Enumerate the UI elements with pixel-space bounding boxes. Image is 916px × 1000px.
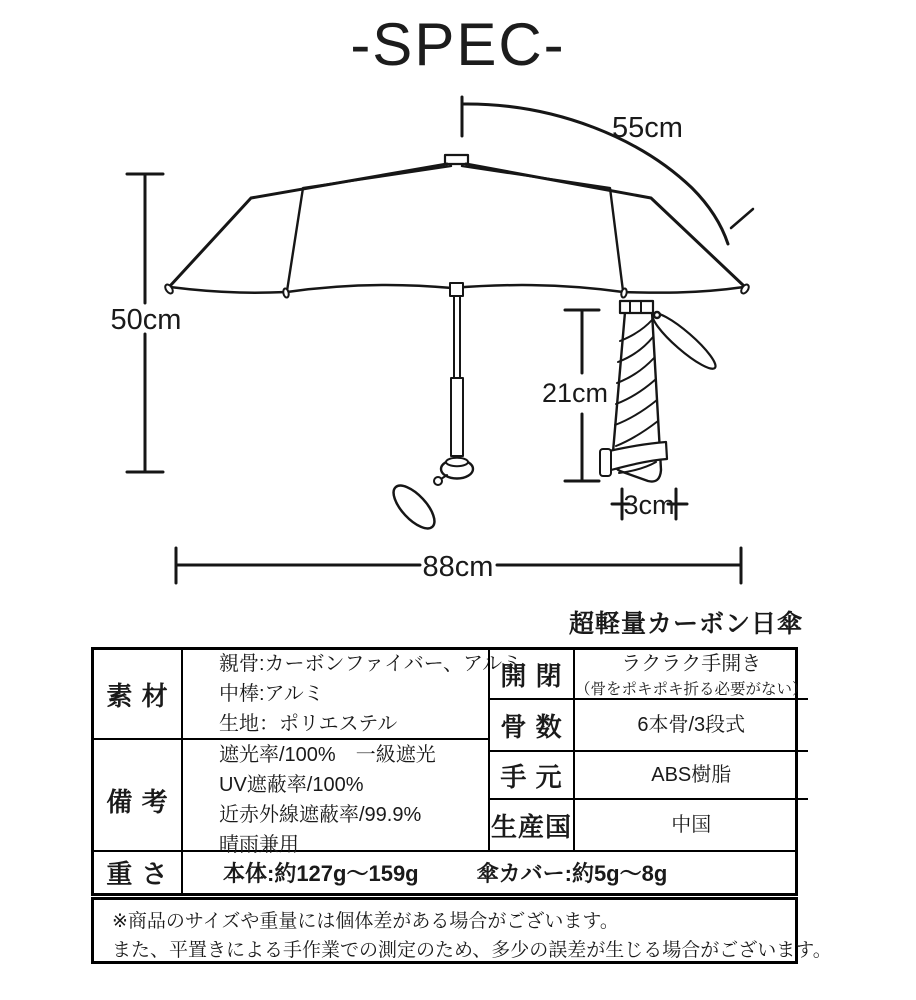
remarks-line-uv: UV遮蔽率/100% [219, 774, 364, 796]
open-close-note: （骨をポキポキ折る必要がない） [575, 680, 808, 698]
dimension-height-50cm [111, 174, 182, 472]
dimension-width-88cm [176, 548, 741, 583]
material-label: 素 材 [94, 650, 183, 738]
rib-count-label: 骨 数 [490, 700, 575, 750]
spec-table-upper [94, 650, 808, 856]
row-country [490, 800, 808, 850]
folded-diameter-label: 3cm [623, 490, 675, 520]
open-umbrella-drawing [164, 155, 751, 298]
open-height-label: 50cm [110, 304, 182, 336]
material-line-shaft: 中棒:アルミ [219, 683, 324, 705]
material-line-ribs: 親骨:カーボンファイバー、アルミ [219, 653, 523, 675]
weight-label: 重 さ [94, 852, 183, 893]
spec-table-left-column [94, 650, 523, 856]
umbrella-diagram [0, 90, 916, 595]
footnote-box [91, 897, 832, 964]
material-line-fabric: 生地：ポリエステル [219, 713, 398, 735]
open-close-label: 開 閉 [490, 650, 575, 698]
row-open-close [490, 650, 808, 700]
weight-cover: 傘カバー:約5g～8g [476, 861, 668, 886]
country-label: 生産国 [490, 800, 575, 850]
product-name: 超軽量カーボン日傘 [568, 610, 803, 638]
dimension-folded-3cm [612, 489, 687, 520]
remarks-line-allweather: 晴雨兼用 [219, 834, 299, 856]
rib-count-value: 6本骨/3段式 [637, 714, 746, 736]
row-rib-count [490, 700, 808, 752]
arc-length-label: 55cm [612, 112, 683, 144]
row-handle [490, 752, 808, 800]
handle-value: ABS樹脂 [651, 764, 732, 786]
dimension-folded-21cm [542, 310, 608, 481]
spec-table-right-column [488, 650, 808, 850]
open-width-label: 88cm [422, 551, 494, 583]
spec-table [91, 647, 808, 896]
row-remarks [94, 740, 488, 860]
remarks-line-shading: 遮光率/100% 一級遮光 [219, 744, 436, 766]
footnote-line-1: ※商品のサイズや重量には個体差がある場合がございます。 [112, 911, 619, 932]
remarks-value [183, 740, 488, 860]
row-weight [94, 850, 795, 893]
open-close-value [575, 650, 808, 698]
page-title: -SPEC- [350, 11, 566, 78]
country-value: 中国 [671, 814, 712, 836]
material-value [183, 650, 522, 738]
open-close-main: ラクラク手開き [621, 652, 762, 675]
weight-body: 本体:約127g～159g [223, 861, 419, 886]
footnote-line-2: また、平置きによる手作業での測定のため、多少の誤差が生じる場合がございます。 [112, 939, 832, 961]
weight-value [183, 852, 795, 893]
handle-label: 手 元 [490, 752, 575, 798]
row-material [94, 650, 523, 740]
remarks-label: 備 考 [94, 740, 183, 860]
folded-umbrella-drawing [600, 301, 721, 482]
folded-length-label: 21cm [541, 378, 609, 408]
remarks-line-infrared: 近赤外線遮蔽率/99.9% [219, 804, 422, 826]
umbrella-pole-handle [387, 283, 473, 535]
